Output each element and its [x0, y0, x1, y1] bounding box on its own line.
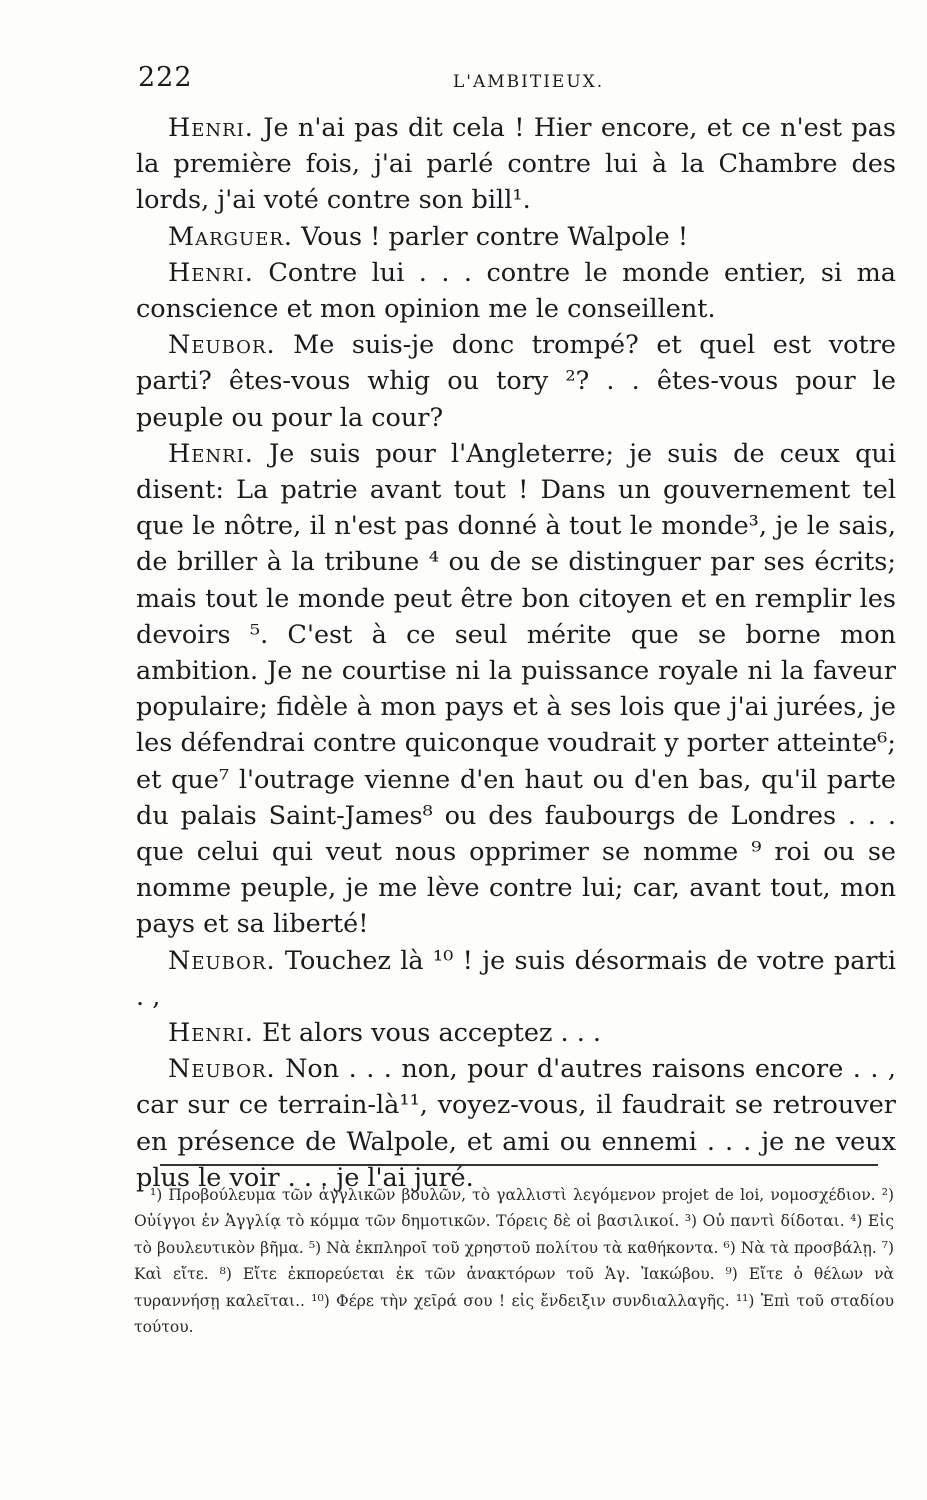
page-number: 222	[138, 62, 193, 93]
page-header	[138, 62, 898, 102]
dialogue-paragraph	[136, 110, 896, 219]
speaker-name: Henri.	[168, 438, 254, 469]
speaker-name: Henri.	[168, 1018, 254, 1049]
speaker-name: Henri.	[168, 257, 254, 288]
dialogue-line: Je n'ai pas dit cela ! Hier encore, et ce n'est pas la première fois, j'ai parlé contre lui à la Chambre des lords, j'ai voté contre son bill¹.	[136, 113, 896, 216]
dialogue-line: Vous ! parler contre Walpole !	[301, 221, 689, 252]
dialogue-paragraph	[136, 943, 896, 1015]
dialogue-paragraph	[136, 219, 896, 255]
dialogue-paragraph	[136, 327, 896, 436]
dialogue-text	[136, 110, 896, 1196]
dialogue-line: Contre lui . . . contre le monde entier, si ma conscience et mon opinion me le conseillent.	[136, 257, 897, 325]
speaker-name: Marguer.	[168, 221, 294, 252]
speaker-name: Neubor.	[168, 945, 276, 976]
dialogue-line: Me suis-je donc trompé? et quel est votre parti? êtes-vous whig ou tory ²? . . êtes-vous pour le peuple ou pour la cour?	[136, 330, 896, 433]
running-head: L'AMBITIEUX.	[453, 72, 605, 92]
dialogue-paragraph	[136, 1015, 896, 1051]
dialogue-line: Touchez là ¹⁰ ! je suis désormais de votre parti . ,	[136, 945, 896, 1012]
speaker-name: Neubor.	[168, 330, 276, 361]
footnote-text: ¹) Προβούλευμα τῶν ἀγγλικῶν βουλῶν, τὸ γαλλιστὶ λεγόμενον projet de loi, νομοσχέδιον. ²) Οὐίγγοι ἐν Ἀγγλίᾳ τὸ κόμμα τῶν δημοτικῶν. Τόρεις δὲ οἱ βασιλικοί. ³) Οὐ παντὶ δίδοται. ⁴) Εἰς τὸ βουλευτικὸν βῆμα. ⁵) Νὰ ἐκπληροῖ τοῦ χρηστοῦ πολίτου τὰ καθήκοντα. ⁶) Νὰ τὰ προσβάλῃ. ⁷) Καὶ εἴτε. ⁸) Εἴτε ἐκπορεύεται ἐκ τῶν ἀνακτόρων τοῦ Ἁγ. Ἰακώβου. ⁹) Εἴτε ὁ θέλων νὰ τυραννήσῃ καλεῖται.. ¹⁰) Φέρε τὴν χεῖρά σου ! εἰς ἔνδειξιν συνδιαλλαγῆς. ¹¹) Ἐπὶ τοῦ σταδίου τούτου.	[134, 1186, 894, 1337]
speaker-name: Henri.	[168, 113, 254, 143]
dialogue-line: Et alors vous acceptez . . .	[262, 1018, 602, 1049]
dialogue-paragraph	[136, 255, 896, 327]
dialogue-line: Je suis pour l'Angleterre; je suis de ceux qui disent: La patrie avant tout ! Dans un gouvernement tel que le nôtre, il n'est pas donné à tout le monde³, je le sais, de briller à la tribune ⁴ ou de se distinguer par ses écrits; mais tout le monde peut être bon citoyen et en remplir les devoirs ⁵. C'est à ce seul mérite que se borne mon ambition. Je ne courtise ni la puissance royale ni la faveur populaire; fidèle à mon pays et à ses lois que j'ai jurées, je les défendrai contre quiconque voudrait y porter atteinte⁶; et que⁷ l'outrage vienne d'en haut ou d'en bas, qu'il parte du palais Saint-James⁸ ou des faubourgs de Londres . . . que celui qui veut nous opprimer se nomme ⁹ roi ou se nomme peuple, je me lève contre lui; car, avant tout, mon pays et sa liberté!	[136, 438, 896, 940]
dialogue-paragraph	[136, 436, 896, 943]
speaker-name: Neubor.	[168, 1054, 276, 1085]
footnote-divider	[160, 1164, 878, 1166]
footnotes	[134, 1182, 894, 1340]
dialogue-line: Non . . . non, pour d'autres raisons encore . . , car sur ce terrain-là¹¹, voyez-vous, il faudrait se retrouver en présence de Walpole, et ami ou ennemi . . . je ne veux plus le voir . . . je l'ai juré.	[136, 1054, 896, 1193]
dialogue-paragraph	[136, 1051, 896, 1196]
